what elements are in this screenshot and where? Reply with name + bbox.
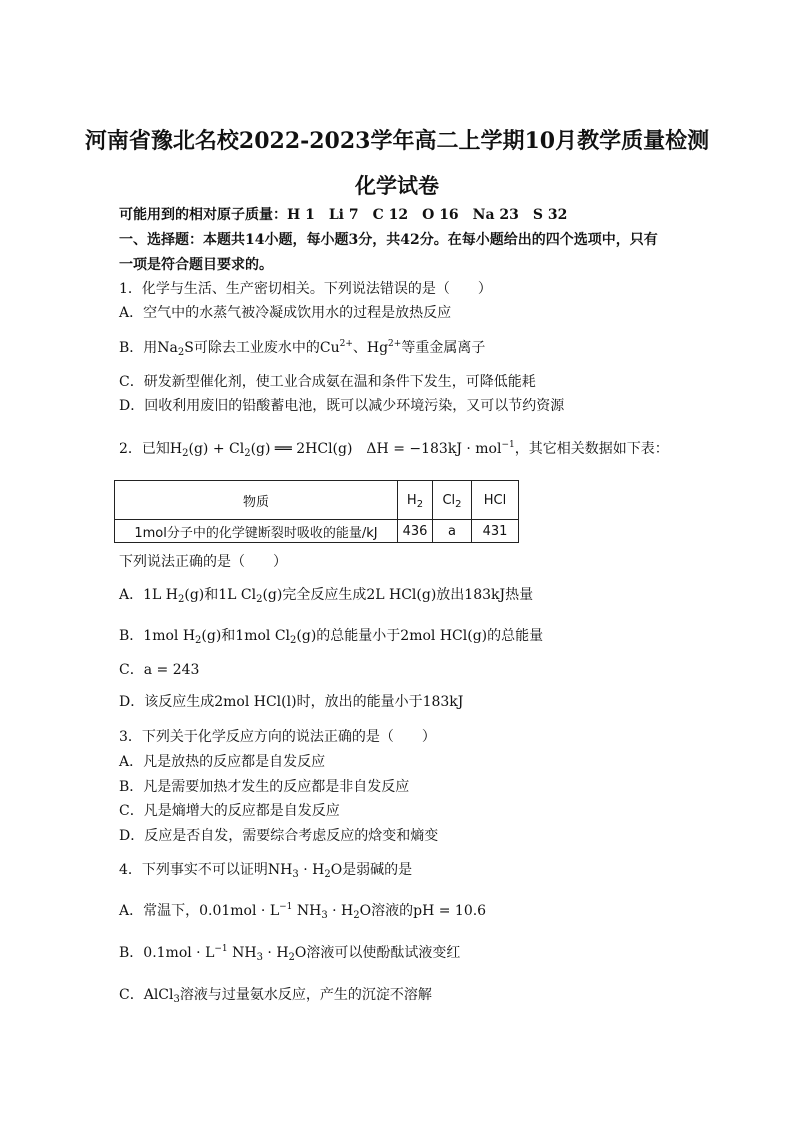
section-instructions-line2: 一项是符合题目要求的。 (119, 257, 273, 273)
section-instructions-line1: 一、选择题：本题共14小题，每小题3分，共42分。在每小题给出的四个选项中，只有 (119, 232, 658, 248)
value-hcl: 431 (472, 520, 519, 543)
atomic-mass-note: 可能用到的相对原子质量：H 1 Li 7 C 12 O 16 Na 23 S 32 (119, 207, 568, 223)
q4-stem: 4．下列事实不可以证明$NH_3 \cdot H_2O$是弱碱的是 (119, 862, 413, 880)
q4-option-c: C．AlCl$_3$溶液与过量氨水反应，产生的沉淀不溶解 (119, 987, 432, 1005)
header-substance: 物质 (115, 481, 398, 520)
table-header-row (115, 481, 519, 520)
q3-option-a: A．凡是放热的反应都是自发反应 (119, 754, 326, 770)
q1-stem: 1．化学与生活、生产密切相关。下列说法错误的是（ ） (119, 281, 492, 297)
q3-option-c: C．凡是熵增大的反应都是自发反应 (119, 803, 340, 819)
q2-option-b: B．1mol $H_2(g)$和1mol $Cl_2(g)$的总能量小于2mol HCl(g)的总能量 (119, 628, 544, 646)
q1-option-b: B．用$Na_2S$可除去工业废水中的$Cu^{2+}$、$Hg^{2+}$等重金属离子 (119, 339, 486, 358)
q3-option-d: D．反应是否自发，需要综合考虑反应的焓变和熵变 (119, 828, 439, 844)
q2-option-d: D．该反应生成2mol HCl(l)时，放出的能量小于183kJ (119, 694, 464, 710)
q2-option-a: A．1L $H_2(g)$和1L $Cl_2(g)$完全反应生成2L HCl(g)放出183kJ热量 (119, 587, 534, 605)
q2-stem: 2．已知$H_2(g) + Cl_2(g)$ ══ 2HCl(g) ΔH = −183kJ · mol$^{-1}$，其它相关数据如下表： (119, 440, 669, 459)
header-hcl: HCl (472, 481, 519, 520)
q1-option-a: A．空气中的水蒸气被冷凝成饮用水的过程是放热反应 (119, 305, 452, 321)
q2-option-c: C．a = 243 (119, 662, 200, 678)
row-label: 1mol分子中的化学键断裂时吸收的能量/kJ (115, 520, 398, 543)
q1-option-c: C．研发新型催化剂，使工业合成氨在温和条件下发生，可降低能耗 (119, 374, 536, 390)
q2-prompt: 下列说法正确的是（ ） (119, 554, 287, 570)
q4-option-b: B．$0.1mol \cdot L^{-1}$ $NH_3 \cdot H_2O$溶液可以使酚酞试液变红 (119, 944, 461, 963)
bond-energy-table (114, 480, 519, 543)
value-h2: 436 (398, 520, 433, 543)
value-cl2: a (433, 520, 472, 543)
header-h2: $H_2$ (398, 481, 433, 520)
exam-subtitle: 化学试卷 (355, 173, 439, 198)
exam-title: 河南省豫北名校2022-2023学年高二上学期10月教学质量检测 (84, 128, 710, 154)
q4-option-a: A．常温下，$0.01mol \cdot L^{-1}$ $NH_3 \cdot H_2O$溶液的pH = 10.6 (119, 902, 487, 921)
q3-option-b: B．凡是需要加热才发生的反应都是非自发反应 (119, 779, 410, 795)
q3-stem: 3．下列关于化学反应方向的说法正确的是（ ） (119, 729, 436, 745)
q1-option-d: D．回收利用废旧的铅酸蓄电池，既可以减少环境污染，又可以节约资源 (119, 398, 565, 414)
header-cl2: $Cl_2$ (433, 481, 472, 520)
table-row (115, 520, 519, 543)
